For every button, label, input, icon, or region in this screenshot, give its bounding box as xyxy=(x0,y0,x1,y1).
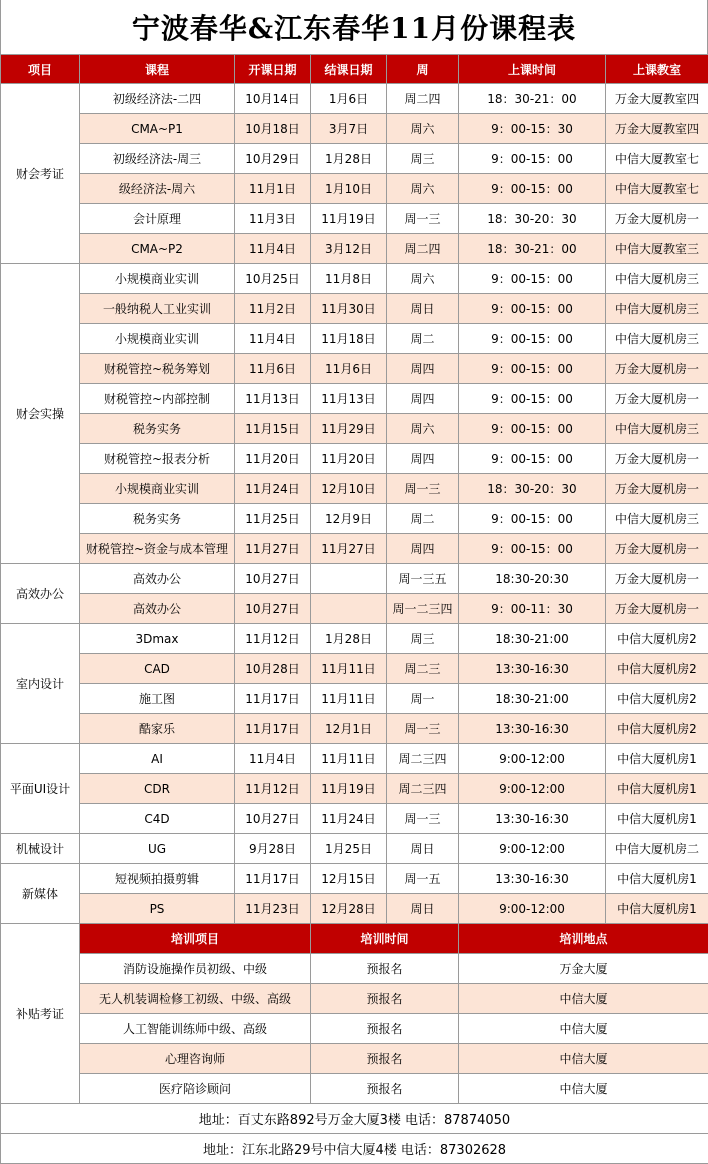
weekday: 周二四 xyxy=(387,84,459,114)
start-date: 11月24日 xyxy=(235,474,311,504)
address-row xyxy=(1,1104,708,1134)
course-name: 酷家乐 xyxy=(80,714,235,744)
subsidy-header-cell: 培训地点 xyxy=(459,924,708,954)
class-time: 9：00-15：00 xyxy=(459,504,606,534)
weekday: 周二四 xyxy=(387,234,459,264)
weekday: 周六 xyxy=(387,264,459,294)
course-row xyxy=(1,444,708,474)
start-date: 10月27日 xyxy=(235,564,311,594)
end-date: 11月8日 xyxy=(311,264,387,294)
weekday: 周日 xyxy=(387,894,459,924)
course-name: CAD xyxy=(80,654,235,684)
class-time: 13:30-16:30 xyxy=(459,654,606,684)
course-row xyxy=(1,384,708,414)
course-row xyxy=(1,654,708,684)
address-text: 地址：百丈东路892号万金大厦3楼 电话：87874050 xyxy=(1,1104,708,1134)
training-location: 中信大厦 xyxy=(459,1074,708,1104)
start-date: 11月27日 xyxy=(235,534,311,564)
training-item: 消防设施操作员初级、中级 xyxy=(80,954,311,984)
end-date: 11月13日 xyxy=(311,384,387,414)
class-time: 18:30-21:00 xyxy=(459,624,606,654)
start-date: 11月23日 xyxy=(235,894,311,924)
course-name: PS xyxy=(80,894,235,924)
subsidy-row xyxy=(1,954,708,984)
weekday: 周三 xyxy=(387,624,459,654)
course-row xyxy=(1,534,708,564)
classroom: 中信大厦机房三 xyxy=(606,324,708,354)
category-cell: 平面UI设计 xyxy=(1,744,80,834)
course-row xyxy=(1,504,708,534)
course-name: 小规模商业实训 xyxy=(80,264,235,294)
course-name: 一般纳税人工业实训 xyxy=(80,294,235,324)
classroom: 万金大厦机房一 xyxy=(606,204,708,234)
category-cell: 室内设计 xyxy=(1,624,80,744)
end-date: 11月19日 xyxy=(311,204,387,234)
classroom: 万金大厦机房一 xyxy=(606,384,708,414)
classroom: 中信大厦机房三 xyxy=(606,414,708,444)
classroom: 万金大厦教室四 xyxy=(606,114,708,144)
class-time: 18：30-20：30 xyxy=(459,474,606,504)
weekday: 周四 xyxy=(387,354,459,384)
course-name: 税务实务 xyxy=(80,414,235,444)
class-time: 9：00-15：00 xyxy=(459,414,606,444)
start-date: 9月28日 xyxy=(235,834,311,864)
classroom: 中信大厦机房三 xyxy=(606,294,708,324)
start-date: 11月6日 xyxy=(235,354,311,384)
start-date: 11月3日 xyxy=(235,204,311,234)
course-row xyxy=(1,774,708,804)
end-date: 1月6日 xyxy=(311,84,387,114)
training-time: 预报名 xyxy=(311,1044,459,1074)
start-date: 11月17日 xyxy=(235,714,311,744)
weekday: 周一三 xyxy=(387,204,459,234)
course-name: 高效办公 xyxy=(80,594,235,624)
training-time: 预报名 xyxy=(311,954,459,984)
weekday: 周二 xyxy=(387,324,459,354)
end-date: 3月12日 xyxy=(311,234,387,264)
class-time: 9:00-12:00 xyxy=(459,744,606,774)
course-name: C4D xyxy=(80,804,235,834)
course-row xyxy=(1,684,708,714)
training-time: 预报名 xyxy=(311,1014,459,1044)
course-row xyxy=(1,864,708,894)
start-date: 11月13日 xyxy=(235,384,311,414)
course-name: 级经济法-周六 xyxy=(80,174,235,204)
course-row xyxy=(1,264,708,294)
start-date: 11月1日 xyxy=(235,174,311,204)
weekday: 周二 xyxy=(387,504,459,534)
end-date: 11月11日 xyxy=(311,654,387,684)
weekday: 周日 xyxy=(387,834,459,864)
start-date: 10月25日 xyxy=(235,264,311,294)
start-date: 11月4日 xyxy=(235,234,311,264)
training-time: 预报名 xyxy=(311,1074,459,1104)
course-row xyxy=(1,624,708,654)
end-date: 11月20日 xyxy=(311,444,387,474)
training-item: 无人机装调检修工初级、中级、高级 xyxy=(80,984,311,1014)
classroom: 中信大厦机房2 xyxy=(606,624,708,654)
weekday: 周二三 xyxy=(387,654,459,684)
end-date: 12月10日 xyxy=(311,474,387,504)
subsidy-row xyxy=(1,984,708,1014)
end-date: 11月19日 xyxy=(311,774,387,804)
start-date: 10月27日 xyxy=(235,804,311,834)
header-row xyxy=(1,55,708,84)
class-time: 9：00-15：00 xyxy=(459,534,606,564)
class-time: 9：00-15：00 xyxy=(459,264,606,294)
weekday: 周日 xyxy=(387,294,459,324)
end-date: 12月9日 xyxy=(311,504,387,534)
course-row xyxy=(1,564,708,594)
classroom: 万金大厦机房一 xyxy=(606,474,708,504)
end-date: 11月18日 xyxy=(311,324,387,354)
class-time: 9：00-11：30 xyxy=(459,594,606,624)
classroom: 万金大厦机房一 xyxy=(606,444,708,474)
course-row xyxy=(1,744,708,774)
course-name: 会计原理 xyxy=(80,204,235,234)
course-name: 税务实务 xyxy=(80,504,235,534)
course-row xyxy=(1,834,708,864)
course-name: CMA~P1 xyxy=(80,114,235,144)
weekday: 周一 xyxy=(387,684,459,714)
subsidy-body xyxy=(1,924,708,1104)
start-date: 10月27日 xyxy=(235,594,311,624)
weekday: 周四 xyxy=(387,534,459,564)
course-row xyxy=(1,714,708,744)
weekday: 周四 xyxy=(387,444,459,474)
header-cell: 周 xyxy=(387,55,459,84)
course-name: 财税管控~内部控制 xyxy=(80,384,235,414)
class-time: 9：00-15：00 xyxy=(459,294,606,324)
course-name: 财税管控~税务筹划 xyxy=(80,354,235,384)
end-date: 11月11日 xyxy=(311,684,387,714)
class-time: 9：00-15：00 xyxy=(459,174,606,204)
weekday: 周一三 xyxy=(387,714,459,744)
course-name: 小规模商业实训 xyxy=(80,324,235,354)
end-date: 12月1日 xyxy=(311,714,387,744)
training-location: 中信大厦 xyxy=(459,984,708,1014)
class-time: 9:00-12:00 xyxy=(459,894,606,924)
classroom: 中信大厦机房2 xyxy=(606,714,708,744)
training-location: 中信大厦 xyxy=(459,1014,708,1044)
weekday: 周一二三四 xyxy=(387,594,459,624)
start-date: 11月15日 xyxy=(235,414,311,444)
classroom: 万金大厦教室四 xyxy=(606,84,708,114)
course-row xyxy=(1,204,708,234)
class-time: 9：00-15：00 xyxy=(459,324,606,354)
classroom: 中信大厦机房2 xyxy=(606,684,708,714)
class-time: 18：30-21：00 xyxy=(459,84,606,114)
classroom: 中信大厦机房三 xyxy=(606,504,708,534)
class-time: 18：30-20：30 xyxy=(459,204,606,234)
course-name: UG xyxy=(80,834,235,864)
training-item: 心理咨询师 xyxy=(80,1044,311,1074)
footer-body xyxy=(1,1104,708,1164)
end-date: 11月6日 xyxy=(311,354,387,384)
training-location: 万金大厦 xyxy=(459,954,708,984)
category-cell: 新媒体 xyxy=(1,864,80,924)
classroom: 中信大厦教室七 xyxy=(606,144,708,174)
training-item: 医疗陪诊顾问 xyxy=(80,1074,311,1104)
category-cell: 机械设计 xyxy=(1,834,80,864)
course-row xyxy=(1,804,708,834)
class-time: 9：00-15：30 xyxy=(459,114,606,144)
header-cell: 课程 xyxy=(80,55,235,84)
start-date: 10月29日 xyxy=(235,144,311,174)
class-time: 9：00-15：00 xyxy=(459,444,606,474)
end-date: 12月15日 xyxy=(311,864,387,894)
end-date: 1月28日 xyxy=(311,624,387,654)
course-row xyxy=(1,294,708,324)
class-time: 18:30-20:30 xyxy=(459,564,606,594)
end-date: 1月28日 xyxy=(311,144,387,174)
classroom: 中信大厦教室三 xyxy=(606,234,708,264)
subsidy-header-cell: 培训项目 xyxy=(80,924,311,954)
classroom: 中信大厦教室七 xyxy=(606,174,708,204)
weekday: 周一三 xyxy=(387,474,459,504)
category-cell: 财会实操 xyxy=(1,264,80,564)
class-time: 18：30-21：00 xyxy=(459,234,606,264)
start-date: 10月28日 xyxy=(235,654,311,684)
start-date: 11月2日 xyxy=(235,294,311,324)
weekday: 周二三四 xyxy=(387,744,459,774)
category-cell: 高效办公 xyxy=(1,564,80,624)
class-time: 9：00-15：00 xyxy=(459,144,606,174)
course-row xyxy=(1,84,708,114)
course-name: 短视频拍摄剪辑 xyxy=(80,864,235,894)
course-body xyxy=(1,84,708,924)
start-date: 11月17日 xyxy=(235,864,311,894)
classroom: 中信大厦机房三 xyxy=(606,264,708,294)
start-date: 10月18日 xyxy=(235,114,311,144)
classroom: 中信大厦机房1 xyxy=(606,804,708,834)
course-name: 施工图 xyxy=(80,684,235,714)
weekday: 周六 xyxy=(387,414,459,444)
training-location: 中信大厦 xyxy=(459,1044,708,1074)
course-row xyxy=(1,234,708,264)
start-date: 11月12日 xyxy=(235,624,311,654)
end-date: 1月25日 xyxy=(311,834,387,864)
category-cell: 财会考证 xyxy=(1,84,80,264)
end-date: 11月24日 xyxy=(311,804,387,834)
course-name: CMA~P2 xyxy=(80,234,235,264)
end-date xyxy=(311,564,387,594)
course-schedule-table xyxy=(0,54,708,1164)
course-row xyxy=(1,414,708,444)
start-date: 10月14日 xyxy=(235,84,311,114)
course-row xyxy=(1,894,708,924)
training-item: 人工智能训练师中级、高级 xyxy=(80,1014,311,1044)
subsidy-header-row xyxy=(1,924,708,954)
weekday: 周四 xyxy=(387,384,459,414)
class-time: 9:00-12:00 xyxy=(459,774,606,804)
weekday: 周一三五 xyxy=(387,564,459,594)
subsidy-row xyxy=(1,1074,708,1104)
course-name: AI xyxy=(80,744,235,774)
course-row xyxy=(1,114,708,144)
class-time: 13:30-16:30 xyxy=(459,714,606,744)
end-date: 11月29日 xyxy=(311,414,387,444)
class-time: 9:00-12:00 xyxy=(459,834,606,864)
category-cell: 补贴考证 xyxy=(1,924,80,1104)
header-cell: 项目 xyxy=(1,55,80,84)
course-row xyxy=(1,324,708,354)
start-date: 11月4日 xyxy=(235,744,311,774)
end-date xyxy=(311,594,387,624)
classroom: 万金大厦机房一 xyxy=(606,354,708,384)
course-name: 3Dmax xyxy=(80,624,235,654)
end-date: 11月27日 xyxy=(311,534,387,564)
classroom: 中信大厦机房1 xyxy=(606,744,708,774)
classroom: 中信大厦机房2 xyxy=(606,654,708,684)
start-date: 11月20日 xyxy=(235,444,311,474)
weekday: 周一五 xyxy=(387,864,459,894)
weekday: 周六 xyxy=(387,174,459,204)
training-time: 预报名 xyxy=(311,984,459,1014)
header-cell: 结课日期 xyxy=(311,55,387,84)
class-time: 13:30-16:30 xyxy=(459,804,606,834)
header-cell: 上课时间 xyxy=(459,55,606,84)
class-time: 18:30-21:00 xyxy=(459,684,606,714)
subsidy-header-cell: 培训时间 xyxy=(311,924,459,954)
end-date: 3月7日 xyxy=(311,114,387,144)
classroom: 万金大厦机房一 xyxy=(606,534,708,564)
course-name: 财税管控~报表分析 xyxy=(80,444,235,474)
course-row xyxy=(1,594,708,624)
course-name: 财税管控~资金与成本管理 xyxy=(80,534,235,564)
course-row xyxy=(1,174,708,204)
page-title: 宁波春华&江东春华11月份课程表 xyxy=(0,0,708,54)
classroom: 中信大厦机房1 xyxy=(606,864,708,894)
classroom: 中信大厦机房1 xyxy=(606,774,708,804)
address-row xyxy=(1,1134,708,1164)
start-date: 11月17日 xyxy=(235,684,311,714)
weekday: 周二三四 xyxy=(387,774,459,804)
course-name: 初级经济法-周三 xyxy=(80,144,235,174)
course-name: 小规模商业实训 xyxy=(80,474,235,504)
subsidy-row xyxy=(1,1014,708,1044)
course-name: 初级经济法-二四 xyxy=(80,84,235,114)
end-date: 11月11日 xyxy=(311,744,387,774)
end-date: 1月10日 xyxy=(311,174,387,204)
weekday: 周六 xyxy=(387,114,459,144)
end-date: 11月30日 xyxy=(311,294,387,324)
subsidy-row xyxy=(1,1044,708,1074)
course-row xyxy=(1,144,708,174)
classroom: 中信大厦机房二 xyxy=(606,834,708,864)
course-row xyxy=(1,354,708,384)
classroom: 万金大厦机房一 xyxy=(606,594,708,624)
weekday: 周三 xyxy=(387,144,459,174)
classroom: 万金大厦机房一 xyxy=(606,564,708,594)
end-date: 12月28日 xyxy=(311,894,387,924)
weekday: 周一三 xyxy=(387,804,459,834)
address-text: 地址：江东北路29号中信大厦4楼 电话：87302628 xyxy=(1,1134,708,1164)
course-name: 高效办公 xyxy=(80,564,235,594)
class-time: 9：00-15：00 xyxy=(459,354,606,384)
start-date: 11月4日 xyxy=(235,324,311,354)
header-cell: 上课教室 xyxy=(606,55,708,84)
header-cell: 开课日期 xyxy=(235,55,311,84)
start-date: 11月12日 xyxy=(235,774,311,804)
course-row xyxy=(1,474,708,504)
start-date: 11月25日 xyxy=(235,504,311,534)
class-time: 9：00-15：00 xyxy=(459,384,606,414)
classroom: 中信大厦机房1 xyxy=(606,894,708,924)
course-name: CDR xyxy=(80,774,235,804)
class-time: 13:30-16:30 xyxy=(459,864,606,894)
